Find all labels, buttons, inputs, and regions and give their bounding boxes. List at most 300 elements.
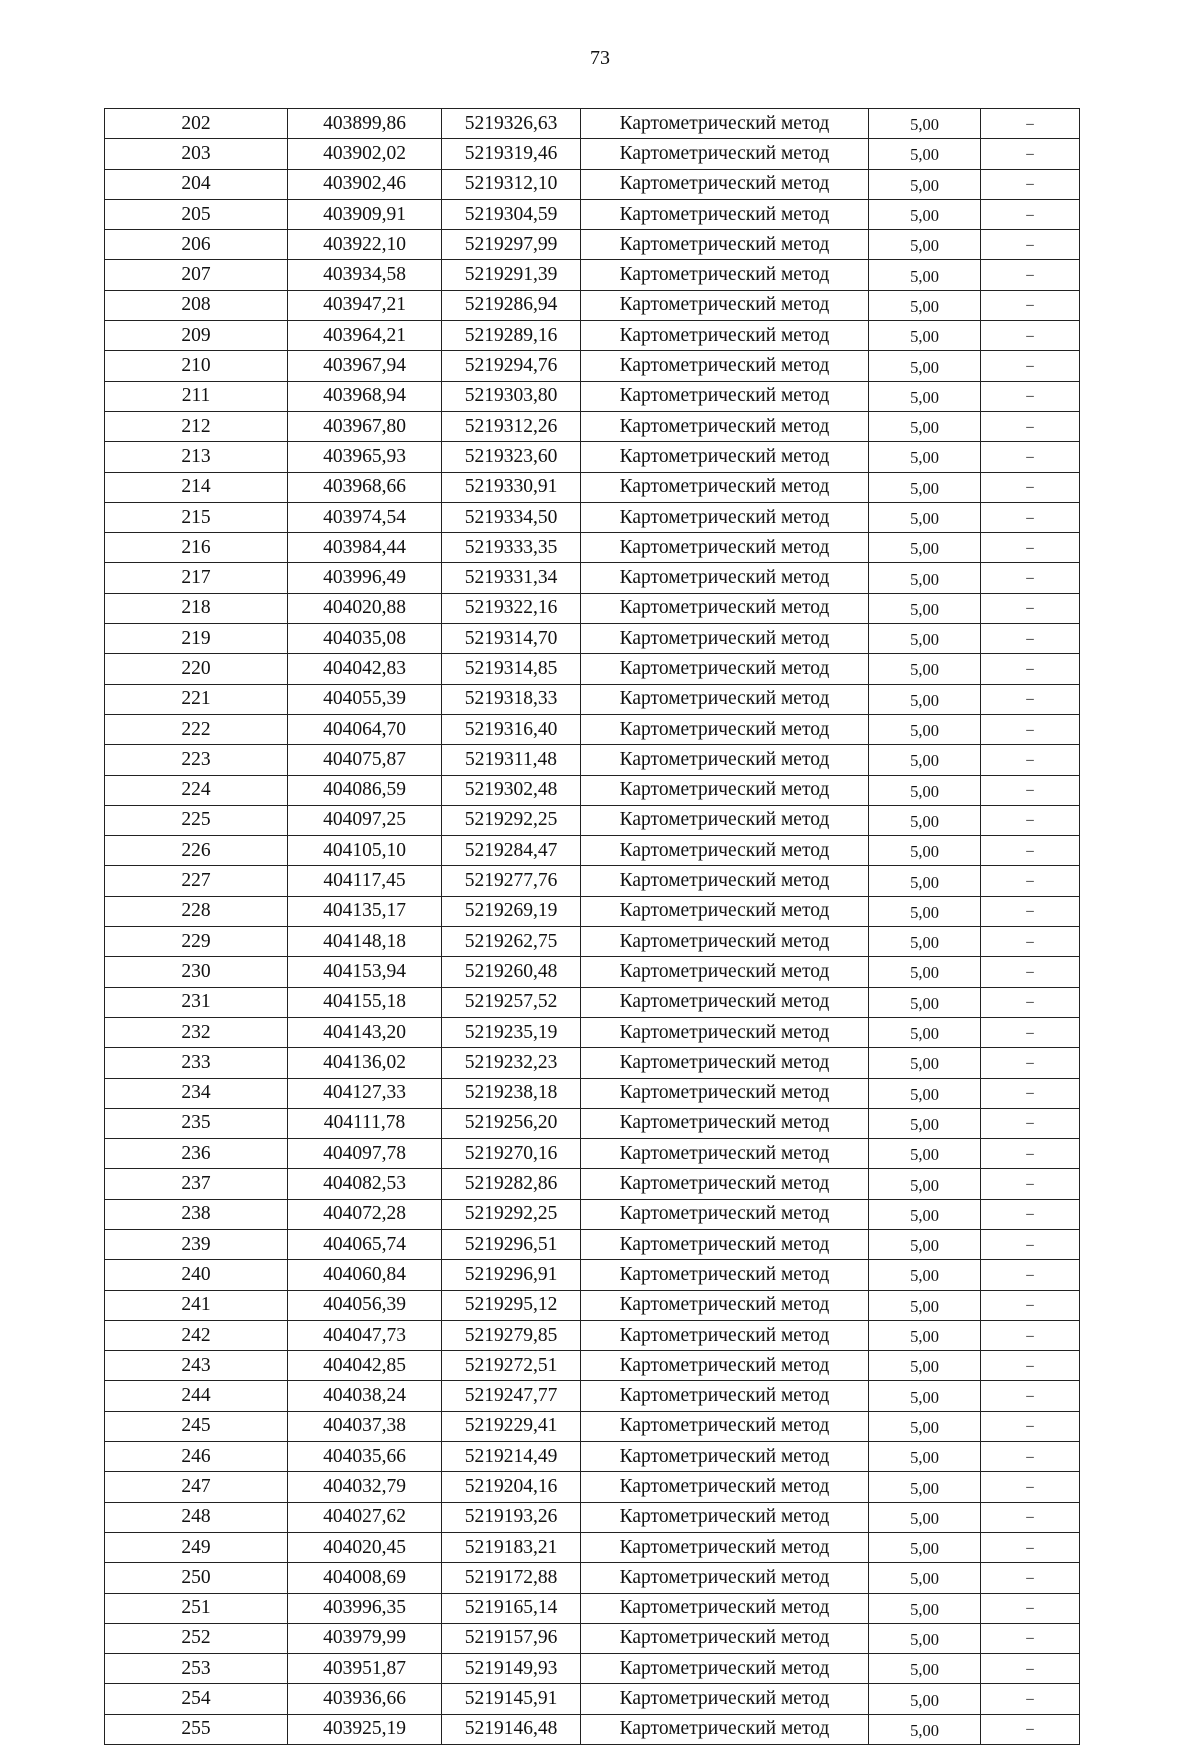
description-cell: – bbox=[981, 836, 1080, 866]
table-row bbox=[105, 1532, 1080, 1562]
method-cell: Картометрический метод bbox=[581, 1078, 869, 1108]
accuracy-cell: 5,00 bbox=[869, 1532, 981, 1562]
method-cell: Картометрический метод bbox=[581, 109, 869, 139]
x-coordinate-cell: 403922,10 bbox=[288, 230, 442, 260]
x-coordinate-cell: 403984,44 bbox=[288, 533, 442, 563]
accuracy-cell: 5,00 bbox=[869, 1017, 981, 1047]
x-coordinate-cell: 403947,21 bbox=[288, 290, 442, 320]
point-number-cell: 247 bbox=[105, 1472, 288, 1502]
point-number-cell: 248 bbox=[105, 1502, 288, 1532]
y-coordinate-cell: 5219297,99 bbox=[442, 230, 581, 260]
point-number-cell: 216 bbox=[105, 533, 288, 563]
point-number-cell: 220 bbox=[105, 654, 288, 684]
y-coordinate-cell: 5219311,48 bbox=[442, 745, 581, 775]
method-cell: Картометрический метод bbox=[581, 533, 869, 563]
accuracy-cell: 5,00 bbox=[869, 1684, 981, 1714]
x-coordinate-cell: 404032,79 bbox=[288, 1472, 442, 1502]
accuracy-cell: 5,00 bbox=[869, 1078, 981, 1108]
y-coordinate-cell: 5219296,51 bbox=[442, 1229, 581, 1259]
table-row bbox=[105, 442, 1080, 472]
accuracy-cell: 5,00 bbox=[869, 1411, 981, 1441]
y-coordinate-cell: 5219247,77 bbox=[442, 1381, 581, 1411]
description-cell: – bbox=[981, 472, 1080, 502]
method-cell: Картометрический метод bbox=[581, 624, 869, 654]
method-cell: Картометрический метод bbox=[581, 1532, 869, 1562]
y-coordinate-cell: 5219193,26 bbox=[442, 1502, 581, 1532]
description-cell: – bbox=[981, 654, 1080, 684]
y-coordinate-cell: 5219172,88 bbox=[442, 1563, 581, 1593]
accuracy-cell: 5,00 bbox=[869, 927, 981, 957]
method-cell: Картометрический метод bbox=[581, 381, 869, 411]
x-coordinate-cell: 404035,08 bbox=[288, 624, 442, 654]
method-cell: Картометрический метод bbox=[581, 1048, 869, 1078]
description-cell: – bbox=[981, 714, 1080, 744]
x-coordinate-cell: 404035,66 bbox=[288, 1442, 442, 1472]
point-number-cell: 211 bbox=[105, 381, 288, 411]
description-cell: – bbox=[981, 321, 1080, 351]
x-coordinate-cell: 403967,94 bbox=[288, 351, 442, 381]
table-row bbox=[105, 684, 1080, 714]
x-coordinate-cell: 404064,70 bbox=[288, 714, 442, 744]
description-cell: – bbox=[981, 1563, 1080, 1593]
method-cell: Картометрический метод bbox=[581, 836, 869, 866]
method-cell: Картометрический метод bbox=[581, 1320, 869, 1350]
description-cell: – bbox=[981, 411, 1080, 441]
y-coordinate-cell: 5219272,51 bbox=[442, 1351, 581, 1381]
table-row bbox=[105, 1048, 1080, 1078]
y-coordinate-cell: 5219292,25 bbox=[442, 1199, 581, 1229]
y-coordinate-cell: 5219269,19 bbox=[442, 896, 581, 926]
table-row bbox=[105, 1199, 1080, 1229]
description-cell: – bbox=[981, 684, 1080, 714]
table-row bbox=[105, 1351, 1080, 1381]
method-cell: Картометрический метод bbox=[581, 442, 869, 472]
y-coordinate-cell: 5219257,52 bbox=[442, 987, 581, 1017]
point-number-cell: 245 bbox=[105, 1411, 288, 1441]
y-coordinate-cell: 5219262,75 bbox=[442, 927, 581, 957]
description-cell: – bbox=[981, 1017, 1080, 1047]
table-row bbox=[105, 745, 1080, 775]
y-coordinate-cell: 5219302,48 bbox=[442, 775, 581, 805]
description-cell: – bbox=[981, 1078, 1080, 1108]
table-row bbox=[105, 321, 1080, 351]
description-cell: – bbox=[981, 1229, 1080, 1259]
x-coordinate-cell: 404072,28 bbox=[288, 1199, 442, 1229]
table-row bbox=[105, 1108, 1080, 1138]
y-coordinate-cell: 5219229,41 bbox=[442, 1411, 581, 1441]
x-coordinate-cell: 403965,93 bbox=[288, 442, 442, 472]
point-number-cell: 213 bbox=[105, 442, 288, 472]
y-coordinate-cell: 5219294,76 bbox=[442, 351, 581, 381]
table-row bbox=[105, 351, 1080, 381]
point-number-cell: 212 bbox=[105, 411, 288, 441]
description-cell: – bbox=[981, 1411, 1080, 1441]
y-coordinate-cell: 5219232,23 bbox=[442, 1048, 581, 1078]
point-number-cell: 255 bbox=[105, 1714, 288, 1744]
method-cell: Картометрический метод bbox=[581, 1714, 869, 1744]
method-cell: Картометрический метод bbox=[581, 1017, 869, 1047]
x-coordinate-cell: 404060,84 bbox=[288, 1260, 442, 1290]
y-coordinate-cell: 5219334,50 bbox=[442, 502, 581, 532]
table-row bbox=[105, 775, 1080, 805]
accuracy-cell: 5,00 bbox=[869, 169, 981, 199]
description-cell: – bbox=[981, 169, 1080, 199]
accuracy-cell: 5,00 bbox=[869, 684, 981, 714]
point-number-cell: 252 bbox=[105, 1623, 288, 1653]
x-coordinate-cell: 404097,25 bbox=[288, 805, 442, 835]
point-number-cell: 227 bbox=[105, 866, 288, 896]
description-cell: – bbox=[981, 1472, 1080, 1502]
point-number-cell: 253 bbox=[105, 1654, 288, 1684]
x-coordinate-cell: 403902,02 bbox=[288, 139, 442, 169]
y-coordinate-cell: 5219235,19 bbox=[442, 1017, 581, 1047]
accuracy-cell: 5,00 bbox=[869, 1714, 981, 1744]
accuracy-cell: 5,00 bbox=[869, 987, 981, 1017]
description-cell: – bbox=[981, 1108, 1080, 1138]
y-coordinate-cell: 5219318,33 bbox=[442, 684, 581, 714]
x-coordinate-cell: 404136,02 bbox=[288, 1048, 442, 1078]
y-coordinate-cell: 5219330,91 bbox=[442, 472, 581, 502]
description-cell: – bbox=[981, 896, 1080, 926]
description-cell: – bbox=[981, 775, 1080, 805]
method-cell: Картометрический метод bbox=[581, 290, 869, 320]
method-cell: Картометрический метод bbox=[581, 199, 869, 229]
description-cell: – bbox=[981, 1139, 1080, 1169]
method-cell: Картометрический метод bbox=[581, 1684, 869, 1714]
accuracy-cell: 5,00 bbox=[869, 1502, 981, 1532]
page-number: 73 bbox=[590, 47, 610, 69]
method-cell: Картометрический метод bbox=[581, 1502, 869, 1532]
accuracy-cell: 5,00 bbox=[869, 381, 981, 411]
x-coordinate-cell: 404042,85 bbox=[288, 1351, 442, 1381]
table-row bbox=[105, 1260, 1080, 1290]
table-row bbox=[105, 593, 1080, 623]
method-cell: Картометрический метод bbox=[581, 411, 869, 441]
table-row bbox=[105, 1472, 1080, 1502]
method-cell: Картометрический метод bbox=[581, 927, 869, 957]
point-number-cell: 226 bbox=[105, 836, 288, 866]
description-cell: – bbox=[981, 139, 1080, 169]
table-row bbox=[105, 896, 1080, 926]
method-cell: Картометрический метод bbox=[581, 1623, 869, 1653]
y-coordinate-cell: 5219316,40 bbox=[442, 714, 581, 744]
method-cell: Картометрический метод bbox=[581, 1381, 869, 1411]
x-coordinate-cell: 403909,91 bbox=[288, 199, 442, 229]
point-number-cell: 251 bbox=[105, 1593, 288, 1623]
accuracy-cell: 5,00 bbox=[869, 1623, 981, 1653]
y-coordinate-cell: 5219260,48 bbox=[442, 957, 581, 987]
point-number-cell: 240 bbox=[105, 1260, 288, 1290]
table-row bbox=[105, 230, 1080, 260]
accuracy-cell: 5,00 bbox=[869, 1169, 981, 1199]
y-coordinate-cell: 5219312,10 bbox=[442, 169, 581, 199]
y-coordinate-cell: 5219333,35 bbox=[442, 533, 581, 563]
table-row bbox=[105, 957, 1080, 987]
description-cell: – bbox=[981, 442, 1080, 472]
table-row bbox=[105, 836, 1080, 866]
x-coordinate-cell: 403974,54 bbox=[288, 502, 442, 532]
point-number-cell: 239 bbox=[105, 1229, 288, 1259]
y-coordinate-cell: 5219157,96 bbox=[442, 1623, 581, 1653]
description-cell: – bbox=[981, 290, 1080, 320]
x-coordinate-cell: 404148,18 bbox=[288, 927, 442, 957]
table-row bbox=[105, 805, 1080, 835]
method-cell: Картометрический метод bbox=[581, 866, 869, 896]
point-number-cell: 225 bbox=[105, 805, 288, 835]
table-row bbox=[105, 1684, 1080, 1714]
method-cell: Картометрический метод bbox=[581, 1472, 869, 1502]
point-number-cell: 223 bbox=[105, 745, 288, 775]
description-cell: – bbox=[981, 1290, 1080, 1320]
x-coordinate-cell: 404056,39 bbox=[288, 1290, 442, 1320]
x-coordinate-cell: 403967,80 bbox=[288, 411, 442, 441]
table-row bbox=[105, 199, 1080, 229]
description-cell: – bbox=[981, 1199, 1080, 1229]
point-number-cell: 218 bbox=[105, 593, 288, 623]
method-cell: Картометрический метод bbox=[581, 684, 869, 714]
table-row bbox=[105, 1654, 1080, 1684]
x-coordinate-cell: 403934,58 bbox=[288, 260, 442, 290]
table-row bbox=[105, 1714, 1080, 1744]
accuracy-cell: 5,00 bbox=[869, 502, 981, 532]
x-coordinate-cell: 404105,10 bbox=[288, 836, 442, 866]
x-coordinate-cell: 404065,74 bbox=[288, 1229, 442, 1259]
table-row bbox=[105, 533, 1080, 563]
description-cell: – bbox=[981, 1442, 1080, 1472]
y-coordinate-cell: 5219331,34 bbox=[442, 563, 581, 593]
accuracy-cell: 5,00 bbox=[869, 1199, 981, 1229]
y-coordinate-cell: 5219204,16 bbox=[442, 1472, 581, 1502]
x-coordinate-cell: 403996,49 bbox=[288, 563, 442, 593]
description-cell: – bbox=[981, 1714, 1080, 1744]
method-cell: Картометрический метод bbox=[581, 805, 869, 835]
description-cell: – bbox=[981, 533, 1080, 563]
x-coordinate-cell: 404008,69 bbox=[288, 1563, 442, 1593]
point-number-cell: 236 bbox=[105, 1139, 288, 1169]
point-number-cell: 222 bbox=[105, 714, 288, 744]
y-coordinate-cell: 5219312,26 bbox=[442, 411, 581, 441]
method-cell: Картометрический метод bbox=[581, 1351, 869, 1381]
x-coordinate-cell: 403996,35 bbox=[288, 1593, 442, 1623]
method-cell: Картометрический метод bbox=[581, 714, 869, 744]
accuracy-cell: 5,00 bbox=[869, 714, 981, 744]
y-coordinate-cell: 5219282,86 bbox=[442, 1169, 581, 1199]
point-number-cell: 235 bbox=[105, 1108, 288, 1138]
table-row bbox=[105, 1078, 1080, 1108]
method-cell: Картометрический метод bbox=[581, 1108, 869, 1138]
description-cell: – bbox=[981, 563, 1080, 593]
table-row bbox=[105, 1139, 1080, 1169]
table-row bbox=[105, 411, 1080, 441]
description-cell: – bbox=[981, 351, 1080, 381]
y-coordinate-cell: 5219165,14 bbox=[442, 1593, 581, 1623]
table-row bbox=[105, 1593, 1080, 1623]
table-row bbox=[105, 866, 1080, 896]
table-row bbox=[105, 1623, 1080, 1653]
method-cell: Картометрический метод bbox=[581, 1260, 869, 1290]
method-cell: Картометрический метод bbox=[581, 1411, 869, 1441]
method-cell: Картометрический метод bbox=[581, 1169, 869, 1199]
accuracy-cell: 5,00 bbox=[869, 745, 981, 775]
method-cell: Картометрический метод bbox=[581, 260, 869, 290]
x-coordinate-cell: 404027,62 bbox=[288, 1502, 442, 1532]
table-row bbox=[105, 169, 1080, 199]
y-coordinate-cell: 5219291,39 bbox=[442, 260, 581, 290]
description-cell: – bbox=[981, 1654, 1080, 1684]
accuracy-cell: 5,00 bbox=[869, 1442, 981, 1472]
accuracy-cell: 5,00 bbox=[869, 199, 981, 229]
point-number-cell: 207 bbox=[105, 260, 288, 290]
table-row bbox=[105, 563, 1080, 593]
description-cell: – bbox=[981, 927, 1080, 957]
accuracy-cell: 5,00 bbox=[869, 896, 981, 926]
accuracy-cell: 5,00 bbox=[869, 624, 981, 654]
y-coordinate-cell: 5219319,46 bbox=[442, 139, 581, 169]
y-coordinate-cell: 5219323,60 bbox=[442, 442, 581, 472]
table-row bbox=[105, 1411, 1080, 1441]
table-row bbox=[105, 381, 1080, 411]
description-cell: – bbox=[981, 593, 1080, 623]
point-number-cell: 250 bbox=[105, 1563, 288, 1593]
description-cell: – bbox=[981, 1169, 1080, 1199]
accuracy-cell: 5,00 bbox=[869, 351, 981, 381]
accuracy-cell: 5,00 bbox=[869, 139, 981, 169]
description-cell: – bbox=[981, 1502, 1080, 1532]
point-number-cell: 243 bbox=[105, 1351, 288, 1381]
method-cell: Картометрический метод bbox=[581, 654, 869, 684]
table-row bbox=[105, 624, 1080, 654]
table-row bbox=[105, 109, 1080, 139]
x-coordinate-cell: 404037,38 bbox=[288, 1411, 442, 1441]
description-cell: – bbox=[981, 381, 1080, 411]
table-row bbox=[105, 1442, 1080, 1472]
accuracy-cell: 5,00 bbox=[869, 442, 981, 472]
accuracy-cell: 5,00 bbox=[869, 593, 981, 623]
x-coordinate-cell: 404047,73 bbox=[288, 1320, 442, 1350]
point-number-cell: 241 bbox=[105, 1290, 288, 1320]
point-number-cell: 230 bbox=[105, 957, 288, 987]
table-row bbox=[105, 927, 1080, 957]
accuracy-cell: 5,00 bbox=[869, 866, 981, 896]
table-row bbox=[105, 502, 1080, 532]
description-cell: – bbox=[981, 1048, 1080, 1078]
point-number-cell: 219 bbox=[105, 624, 288, 654]
y-coordinate-cell: 5219145,91 bbox=[442, 1684, 581, 1714]
table-row bbox=[105, 714, 1080, 744]
point-number-cell: 244 bbox=[105, 1381, 288, 1411]
table-row bbox=[105, 1017, 1080, 1047]
point-number-cell: 224 bbox=[105, 775, 288, 805]
method-cell: Картометрический метод bbox=[581, 957, 869, 987]
description-cell: – bbox=[981, 1381, 1080, 1411]
x-coordinate-cell: 404135,17 bbox=[288, 896, 442, 926]
point-number-cell: 249 bbox=[105, 1532, 288, 1562]
description-cell: – bbox=[981, 987, 1080, 1017]
description-cell: – bbox=[981, 1260, 1080, 1290]
point-number-cell: 215 bbox=[105, 502, 288, 532]
point-number-cell: 246 bbox=[105, 1442, 288, 1472]
y-coordinate-cell: 5219183,21 bbox=[442, 1532, 581, 1562]
description-cell: – bbox=[981, 624, 1080, 654]
accuracy-cell: 5,00 bbox=[869, 411, 981, 441]
accuracy-cell: 5,00 bbox=[869, 1351, 981, 1381]
x-coordinate-cell: 404153,94 bbox=[288, 957, 442, 987]
accuracy-cell: 5,00 bbox=[869, 109, 981, 139]
method-cell: Картометрический метод bbox=[581, 987, 869, 1017]
coordinates-table bbox=[104, 108, 1080, 1745]
y-coordinate-cell: 5219284,47 bbox=[442, 836, 581, 866]
y-coordinate-cell: 5219289,16 bbox=[442, 321, 581, 351]
point-number-cell: 203 bbox=[105, 139, 288, 169]
description-cell: – bbox=[981, 1684, 1080, 1714]
accuracy-cell: 5,00 bbox=[869, 1229, 981, 1259]
method-cell: Картометрический метод bbox=[581, 351, 869, 381]
description-cell: – bbox=[981, 805, 1080, 835]
accuracy-cell: 5,00 bbox=[869, 1048, 981, 1078]
x-coordinate-cell: 404155,18 bbox=[288, 987, 442, 1017]
accuracy-cell: 5,00 bbox=[869, 1472, 981, 1502]
x-coordinate-cell: 403936,66 bbox=[288, 1684, 442, 1714]
y-coordinate-cell: 5219314,85 bbox=[442, 654, 581, 684]
description-cell: – bbox=[981, 1623, 1080, 1653]
point-number-cell: 242 bbox=[105, 1320, 288, 1350]
point-number-cell: 231 bbox=[105, 987, 288, 1017]
description-cell: – bbox=[981, 1593, 1080, 1623]
accuracy-cell: 5,00 bbox=[869, 1381, 981, 1411]
x-coordinate-cell: 403925,19 bbox=[288, 1714, 442, 1744]
point-number-cell: 202 bbox=[105, 109, 288, 139]
method-cell: Картометрический метод bbox=[581, 563, 869, 593]
method-cell: Картометрический метод bbox=[581, 230, 869, 260]
x-coordinate-cell: 404117,45 bbox=[288, 866, 442, 896]
accuracy-cell: 5,00 bbox=[869, 1563, 981, 1593]
y-coordinate-cell: 5219322,16 bbox=[442, 593, 581, 623]
x-coordinate-cell: 403968,66 bbox=[288, 472, 442, 502]
point-number-cell: 206 bbox=[105, 230, 288, 260]
method-cell: Картометрический метод bbox=[581, 1199, 869, 1229]
table-row bbox=[105, 139, 1080, 169]
method-cell: Картометрический метод bbox=[581, 1139, 869, 1169]
method-cell: Картометрический метод bbox=[581, 321, 869, 351]
accuracy-cell: 5,00 bbox=[869, 260, 981, 290]
accuracy-cell: 5,00 bbox=[869, 1139, 981, 1169]
accuracy-cell: 5,00 bbox=[869, 533, 981, 563]
description-cell: – bbox=[981, 1532, 1080, 1562]
y-coordinate-cell: 5219303,80 bbox=[442, 381, 581, 411]
point-number-cell: 214 bbox=[105, 472, 288, 502]
x-coordinate-cell: 404038,24 bbox=[288, 1381, 442, 1411]
accuracy-cell: 5,00 bbox=[869, 1654, 981, 1684]
y-coordinate-cell: 5219279,85 bbox=[442, 1320, 581, 1350]
x-coordinate-cell: 404111,78 bbox=[288, 1108, 442, 1138]
point-number-cell: 234 bbox=[105, 1078, 288, 1108]
x-coordinate-cell: 404042,83 bbox=[288, 654, 442, 684]
x-coordinate-cell: 403951,87 bbox=[288, 1654, 442, 1684]
accuracy-cell: 5,00 bbox=[869, 563, 981, 593]
x-coordinate-cell: 404020,88 bbox=[288, 593, 442, 623]
x-coordinate-cell: 404097,78 bbox=[288, 1139, 442, 1169]
description-cell: – bbox=[981, 745, 1080, 775]
x-coordinate-cell: 404020,45 bbox=[288, 1532, 442, 1562]
y-coordinate-cell: 5219314,70 bbox=[442, 624, 581, 654]
y-coordinate-cell: 5219296,91 bbox=[442, 1260, 581, 1290]
point-number-cell: 254 bbox=[105, 1684, 288, 1714]
point-number-cell: 209 bbox=[105, 321, 288, 351]
x-coordinate-cell: 403964,21 bbox=[288, 321, 442, 351]
y-coordinate-cell: 5219286,94 bbox=[442, 290, 581, 320]
y-coordinate-cell: 5219326,63 bbox=[442, 109, 581, 139]
method-cell: Картометрический метод bbox=[581, 1593, 869, 1623]
